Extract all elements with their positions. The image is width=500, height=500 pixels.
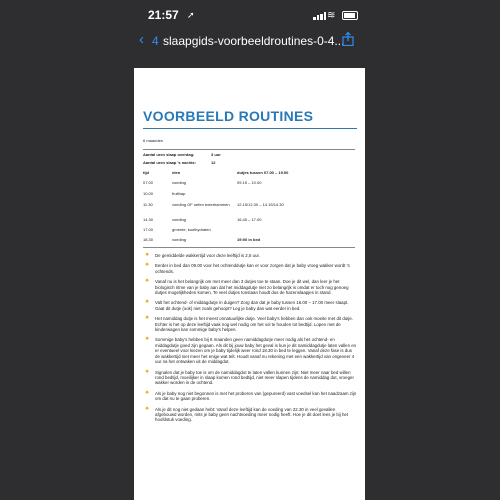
star-bullet-icon: ✸ [145,336,150,343]
table-cell: voeding [172,180,187,185]
table-cell: groente, koolhydraten [172,227,211,232]
list-item-text: Eerder in bed dan 09.00 voor het ochtenddutje kan er voor zorgen dat je baby vroeg wakker wordt 's ochtends. [155,263,350,274]
table-cell: voeding [172,237,187,242]
status-bar [0,0,500,30]
divider [143,149,355,150]
star-bullet-icon: ✸ [145,315,150,322]
list-item-text: Als je baby nog niet begonnen is met het proberen van (gepureerd) vast voedsel kan het naadzaam zijn om dat nu te gaan proberen. [155,390,357,402]
star-bullet-icon: ✸ [145,299,150,306]
table-header-dutjes: dutjes tussen 07.00 – 19.00 [237,170,289,175]
table-cell: 11.30 [143,202,153,207]
star-bullet-icon: ✸ [145,389,150,396]
table-cell: 10.00 [143,191,154,196]
list-item-text: Sommige baby's hebben bij 6 maanden geen namiddagdutje meer nodig als het ochtend- en middagdutje goed zijn gegaan. Als dit bij jouw baby het geval is kun je dit namiddagdutje laten vallen en er eventueel voor kiezen om je baby tijdelijk weer rond 18.30 in bed te leggen. Vanaf deze fase is dus de wakkertijd niet meer het enige wat telt. Houdt vanaf nu rekening met een wakkertijd van ongeveer 4 uur na het ontwaken uit de middagdut. [155,337,357,365]
back-button-count[interactable]: 4 [152,34,159,48]
share-icon[interactable] [342,32,354,46]
navigation-bar [0,28,500,54]
battery-icon [342,11,358,20]
table-cell: 18.30 [143,237,154,242]
day-sleep-value: 3 uur [211,152,221,157]
pdf-page[interactable] [134,68,365,500]
star-bullet-icon: ✸ [145,405,150,412]
status-time: 21:57 [148,8,179,22]
age-label: 6 maanden [143,138,164,143]
list-item-text: Vanaf nu is het belangrijk om met meer dan 3 dutjes toe te staan. Doe je dit wel, dan leer je het biologisch ritme van je baby aan dat het middagdutje niet zo belangrijk is omdat er toch nog genoeg dutjes mogelijkheden komen. Te veel dutjes tonstaan houdt dus de hazenslaapjes in stand. [155,279,349,296]
list-item [143,279,357,295]
list-item-text: Signalen dat je baby toe is om de namiddagdut te laten vallen kunnen zijn: Niet meer naar bed willen rond bedtijd, moeilijker in slaap komen rond bedtijd, niet meer slapen tijdens de namiddag dut, vroeger wakker worden in de ochtend. [155,369,354,386]
table-cell: 16.45 – 17.00 [237,217,262,222]
table-cell: 14.30 [143,217,154,222]
wifi-icon: ≋ [327,10,336,21]
list-item [143,391,357,402]
day-sleep-label: Aantal uren slaap overdag: [143,152,195,157]
list-item [143,407,357,423]
table-header-tijd: tijd [143,170,149,175]
list-item [143,370,357,386]
star-bullet-icon: ✸ [145,368,150,375]
list-item-text: Als je dit nog niet gedaan hebt: Vanaf deze leeftijd kan de voeding van 22.30 in veel gevallen afgebouwd worden, mits je baby geen nachtvoeding meer nodig heeft. Hoe je dit doet lees je bij het hoofdstuk voeding. [155,406,349,423]
table-cell: voeding OF oefen boterhammen [172,202,230,207]
table-header-eten: eten [172,170,181,175]
table-cell: 07.00 [143,180,154,185]
table-cell: fruithap [172,191,186,196]
star-bullet-icon: ✸ [145,278,150,285]
document-filename: slaapgids-voorbeeldroutines-0-4... [163,34,345,48]
table-cell: 12.15/12.30 – 14.15/14.30 [237,202,284,207]
star-bullet-icon: ✸ [145,262,150,269]
cellular-signal-icon [313,12,327,20]
list-item-text: De gemiddelde wakkertijd voor deze leeftijd is 2,5 uur. [155,253,260,258]
document-title: VOORBEELD ROUTINES [143,108,314,124]
divider [143,247,355,248]
list-item-text: Het namiddag dutje is het meest onnatuurlijke dutje. Veel baby's hebben dan ook moeite met dit dutje. Echter is het op deze leeftijd vaak nog wel nodig om het vol te houden tot bedtijd. Lopen met de kinderwagen kan sommige baby's helpen. [155,316,354,333]
back-chevron-icon[interactable]: ‹ [139,31,144,48]
list-item-text: Valt het ochtend- of middagdutje in duigen? Zorg dan dat je baby tussen 16.00 – 17.00 meer slaapt. Gaat dit dutje (ook) niet zoals gehoopt? Leg je baby dan wat eerder in bed. [155,300,349,311]
table-cell: 17.00 [143,227,154,232]
list-item [143,316,357,332]
night-sleep-label: Aantal uren slaap 's nachts: [143,160,196,165]
table-cell: 19:00 in bed [237,237,261,242]
location-arrow-icon: ➚ [187,10,195,20]
night-sleep-value: 12 [211,160,216,165]
list-item [143,263,357,274]
list-item [143,253,357,258]
table-cell: voeding [172,217,187,222]
title-divider [143,128,357,129]
list-item [143,337,357,364]
table-cell: 09.15 – 10.00 [237,180,262,185]
tips-list [143,253,357,428]
star-bullet-icon: ✸ [145,252,150,258]
list-item [143,300,357,311]
